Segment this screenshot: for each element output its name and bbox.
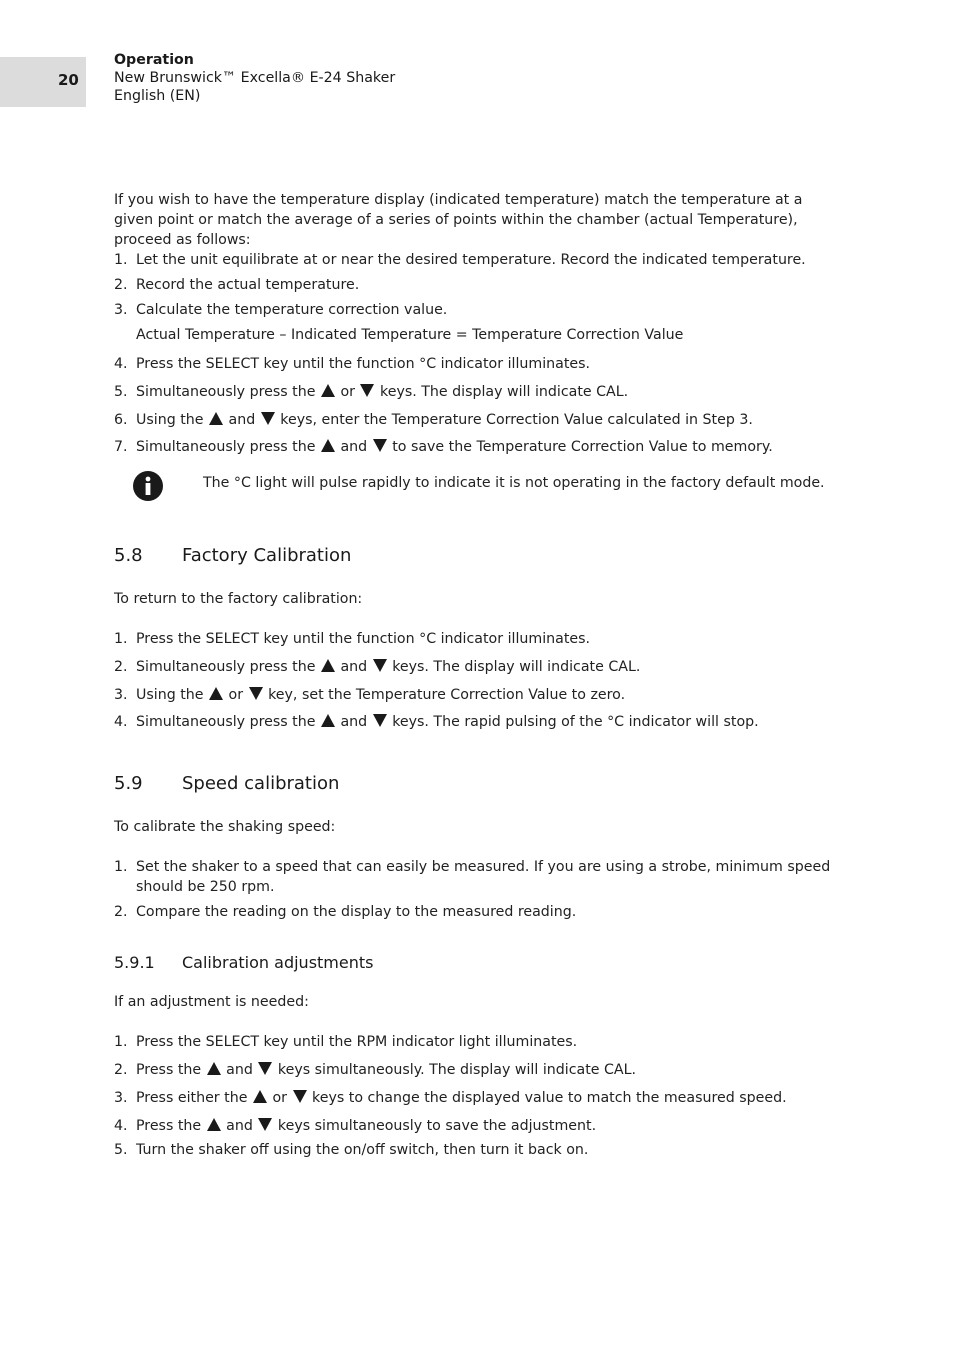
step-text: or bbox=[272, 1090, 287, 1106]
step-number: 2. bbox=[114, 1062, 128, 1078]
up-arrow-icon bbox=[321, 659, 335, 672]
up-arrow-icon bbox=[321, 714, 335, 727]
step-text: keys simultaneously. The display will indicate CAL. bbox=[277, 1062, 637, 1078]
step-text: Using the bbox=[136, 687, 204, 703]
speed-step-1 bbox=[114, 857, 844, 897]
step-text: and bbox=[340, 714, 368, 730]
speed-intro: To calibrate the shaking speed: bbox=[114, 819, 336, 835]
factory-step-1 bbox=[114, 629, 844, 649]
step-number: 1. bbox=[114, 252, 128, 268]
step-text: Press the SELECT key until the RPM indicator light illuminates. bbox=[136, 1034, 578, 1050]
step-number: 2. bbox=[114, 904, 128, 920]
header-language: English (EN) bbox=[114, 88, 201, 104]
step-number: 3. bbox=[114, 687, 128, 703]
running-header bbox=[114, 51, 395, 105]
up-arrow-icon bbox=[321, 439, 335, 452]
step-text: and bbox=[228, 412, 256, 428]
adjust-step-4 bbox=[114, 1116, 844, 1136]
step-text: Let the unit equilibrate at or near the desired temperature. Record the indicated temperature. bbox=[136, 252, 806, 268]
intro-step-1 bbox=[114, 250, 844, 270]
step-text: Set the shaker to a speed that can easily be measured. If you are using a strobe, minimum speed should be 250 rpm. bbox=[136, 859, 831, 895]
step-text: keys. The rapid pulsing of the °C indicator will stop. bbox=[392, 714, 759, 730]
intro-step-4 bbox=[114, 354, 844, 374]
info-note-text: The °C light will pulse rapidly to indicate it is not operating in the factory default mode. bbox=[203, 475, 825, 491]
step-number: 1. bbox=[114, 631, 128, 647]
step-number: 4. bbox=[114, 714, 128, 730]
step-text: Simultaneously press the bbox=[136, 714, 316, 730]
step-text: and bbox=[340, 439, 368, 455]
up-arrow-icon bbox=[209, 412, 223, 425]
step-number: 4. bbox=[114, 1118, 128, 1134]
subsection-heading-calibration-adjustments bbox=[114, 952, 373, 974]
speed-step-2 bbox=[114, 902, 844, 922]
intro-step-5 bbox=[114, 382, 844, 402]
info-icon bbox=[133, 471, 163, 501]
step-text: Turn the shaker off using the on/off switch, then turn it back on. bbox=[136, 1142, 589, 1158]
step-number: 1. bbox=[114, 859, 128, 875]
up-arrow-icon bbox=[207, 1118, 221, 1131]
step-text: and bbox=[226, 1118, 253, 1134]
factory-intro: To return to the factory calibration: bbox=[114, 591, 363, 607]
section-title: Speed calibration bbox=[182, 773, 340, 794]
down-arrow-icon bbox=[293, 1090, 307, 1103]
adjust-step-5 bbox=[114, 1140, 844, 1160]
formula-text: Actual Temperature – Indicated Temperature = Temperature Correction Value bbox=[136, 327, 684, 343]
step-text: Press the SELECT key until the function °C indicator illuminates. bbox=[136, 631, 591, 647]
step-text: or bbox=[340, 384, 355, 400]
up-arrow-icon bbox=[209, 687, 223, 700]
step-text: Using the bbox=[136, 412, 204, 428]
step-text: Press the bbox=[136, 1118, 202, 1134]
intro-step-7 bbox=[114, 437, 844, 457]
intro-paragraph: If you wish to have the temperature display (indicated temperature) match the temperature at a given point or match the average of a series of points within the chamber (actual Temperature), proceed as follows: bbox=[114, 192, 803, 248]
factory-step-2 bbox=[114, 657, 844, 677]
down-arrow-icon bbox=[258, 1118, 272, 1131]
step-number: 4. bbox=[114, 356, 128, 372]
step-number: 2. bbox=[114, 659, 128, 675]
step-text: keys simultaneously to save the adjustment. bbox=[277, 1118, 597, 1134]
section-number: 5.8 bbox=[114, 545, 143, 566]
step-number: 5. bbox=[114, 384, 128, 400]
down-arrow-icon bbox=[360, 384, 374, 397]
step-number: 3. bbox=[114, 1090, 128, 1106]
step-text: Press either the bbox=[136, 1090, 248, 1106]
intro-step-6 bbox=[114, 410, 844, 430]
section-number: 5.9 bbox=[114, 773, 143, 794]
down-arrow-icon bbox=[373, 659, 387, 672]
up-arrow-icon bbox=[253, 1090, 267, 1103]
step-text: Simultaneously press the bbox=[136, 439, 316, 455]
factory-step-4 bbox=[114, 712, 844, 732]
adjust-step-2 bbox=[114, 1060, 844, 1080]
adjust-step-3 bbox=[114, 1088, 844, 1108]
header-product: New Brunswick™ Excella® E-24 Shaker bbox=[114, 70, 396, 86]
down-arrow-icon bbox=[249, 687, 263, 700]
step-text: Simultaneously press the bbox=[136, 384, 316, 400]
step-text: to save the Temperature Correction Value to memory. bbox=[392, 439, 773, 455]
step-text: keys. The display will indicate CAL. bbox=[380, 384, 629, 400]
step-text: or bbox=[228, 687, 244, 703]
step-number: 2. bbox=[114, 277, 128, 293]
factory-step-3 bbox=[114, 685, 844, 705]
intro-step-3-formula bbox=[114, 325, 844, 345]
step-text: Record the actual temperature. bbox=[136, 277, 360, 293]
intro-step-3 bbox=[114, 300, 844, 320]
step-text: Compare the reading on the display to the measured reading. bbox=[136, 904, 577, 920]
section-heading-speed-calibration bbox=[114, 772, 339, 796]
section-heading-factory-calibration bbox=[114, 544, 351, 568]
down-arrow-icon bbox=[373, 439, 387, 452]
step-text: Press the bbox=[136, 1062, 202, 1078]
step-text: keys. The display will indicate CAL. bbox=[392, 659, 641, 675]
subsection-number: 5.9.1 bbox=[114, 953, 155, 972]
step-number: 6. bbox=[114, 412, 128, 428]
down-arrow-icon bbox=[258, 1062, 272, 1075]
step-text: Calculate the temperature correction value. bbox=[136, 302, 448, 318]
intro-step-2 bbox=[114, 275, 844, 295]
step-text: keys, enter the Temperature Correction Value calculated in Step 3. bbox=[280, 412, 753, 428]
down-arrow-icon bbox=[261, 412, 275, 425]
step-text: keys to change the displayed value to match the measured speed. bbox=[312, 1090, 787, 1106]
adjust-intro: If an adjustment is needed: bbox=[114, 994, 309, 1010]
down-arrow-icon bbox=[373, 714, 387, 727]
subsection-title: Calibration adjustments bbox=[182, 953, 374, 972]
step-text: key, set the Temperature Correction Value to zero. bbox=[268, 687, 626, 703]
header-section: Operation bbox=[114, 52, 194, 68]
step-text: and bbox=[226, 1062, 253, 1078]
step-text: Simultaneously press the bbox=[136, 659, 316, 675]
step-number: 5. bbox=[114, 1142, 128, 1158]
step-text: Press the SELECT key until the function °C indicator illuminates. bbox=[136, 356, 591, 372]
step-text: and bbox=[340, 659, 368, 675]
up-arrow-icon bbox=[207, 1062, 221, 1075]
step-number: 3. bbox=[114, 302, 128, 318]
section-title: Factory Calibration bbox=[182, 545, 352, 566]
page-number: 20 bbox=[58, 71, 79, 89]
adjust-step-1 bbox=[114, 1032, 844, 1052]
step-number: 1. bbox=[114, 1034, 128, 1050]
step-number: 7. bbox=[114, 439, 128, 455]
up-arrow-icon bbox=[321, 384, 335, 397]
